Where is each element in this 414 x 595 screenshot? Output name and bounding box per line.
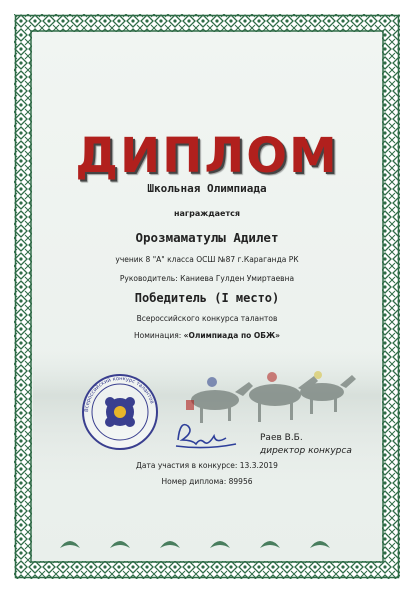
contest-name: Всероссийского конкурса талантов [136, 314, 278, 323]
nomination-value: «Олимпиада по ОБЖ» [183, 331, 281, 340]
result-place: Победитель (I место) [134, 291, 280, 305]
student-info: ученик 8 "А" класса ОСШ №87 г.Караганда РК [115, 255, 299, 264]
seal-emblem-icon [83, 375, 157, 449]
awarded-label: награждается [174, 209, 240, 218]
signer-name: Раев В.Б. [260, 433, 303, 443]
nomination-label: Номинация: [133, 331, 184, 340]
olympiad-name: Школьная Олимпиада [147, 182, 267, 195]
recipient-name: Орозмаматулы Адилет [135, 230, 279, 245]
leader-info: Руководитель: Каниева Гулден Умиртаевна [119, 274, 295, 283]
seal-ring-text: Всероссийский конкурс талантов [83, 375, 155, 413]
nomination-line [0, 331, 414, 340]
signer-role: директор конкурса [260, 446, 352, 456]
diploma-title: ДИПЛОМ [75, 128, 339, 184]
participation-date: Дата участия в конкурсе: 13.3.2019 [136, 461, 278, 470]
diploma-number: Номер диплома: 89956 [161, 477, 253, 486]
